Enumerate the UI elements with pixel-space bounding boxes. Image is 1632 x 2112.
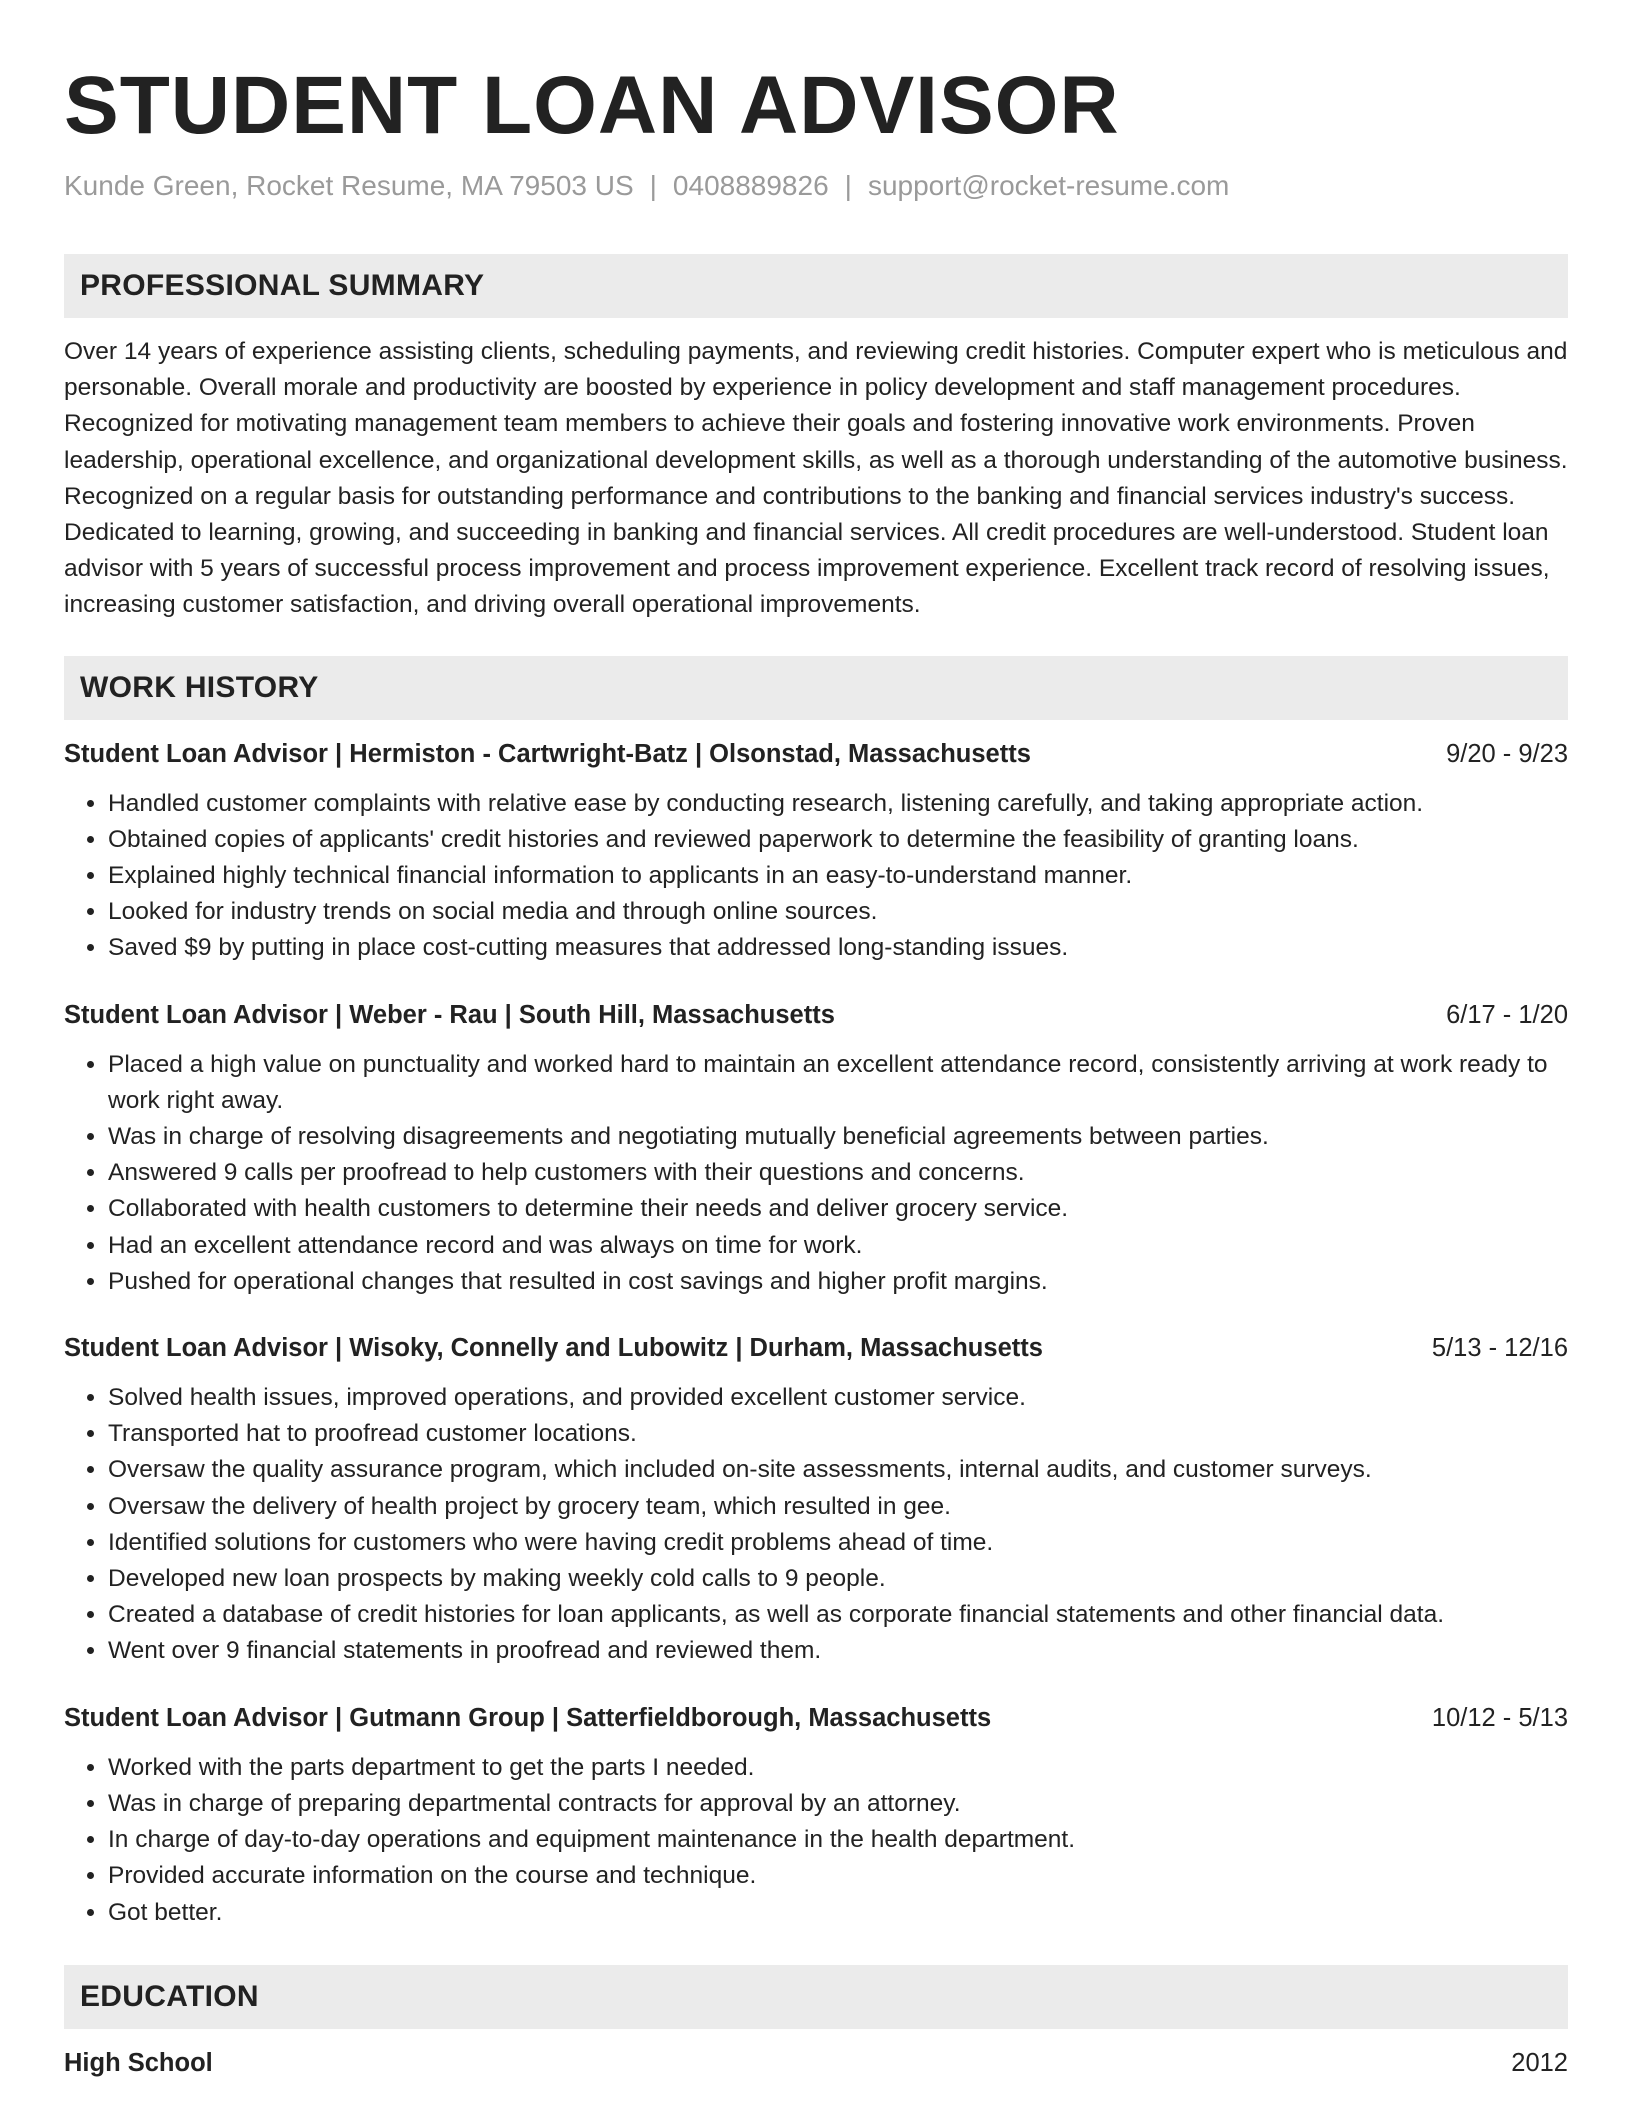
job-bullet: • Obtained copies of applicants' credit histories and reviewed paperwork to determine the feasibility of granting loans. (108, 822, 1568, 858)
job-entry (64, 1700, 1568, 1931)
job-header (64, 1700, 1568, 1736)
education-heading: EDUCATION (64, 1965, 1568, 2029)
job-header (64, 997, 1568, 1033)
contact-separator: | (844, 170, 852, 201)
job-bullet: • Oversaw the quality assurance program, which included on-site assessments, internal audits, and customer surveys. (108, 1452, 1568, 1488)
job-bullets (64, 1047, 1568, 1300)
job-bullet: • Solved health issues, improved operations, and provided excellent customer service. (108, 1380, 1568, 1416)
job-bullet: • Oversaw the delivery of health project by grocery team, which resulted in gee. (108, 1489, 1568, 1525)
summary-text: Over 14 years of experience assisting clients, scheduling payments, and reviewing credit histories. Computer expert who is meticulous and personable. Overall morale and productivity are boosted by experience in policy development and staff management procedures. Recognized for motivating management team members to achieve their goals and fostering innovative work environments. Proven leadership, operational excellence, and organizational development skills, as well as a thorough understanding of the automotive business. Recognized on a regular basis for outstanding performance and contributions to the banking and financial services industry's success. Dedicated to learning, growing, and succeeding in banking and financial services. All credit procedures are well-understood. Student loan advisor with 5 years of successful process improvement and process improvement experience. Excellent track record of resolving issues, increasing customer satisfaction, and driving overall operational improvements. (64, 338, 1568, 619)
job-header (64, 736, 1568, 772)
work-history-heading: WORK HISTORY (64, 656, 1568, 720)
job-bullets (64, 1380, 1568, 1670)
job-title: Student Loan Advisor | Weber - Rau | South Hill, Massachusetts (64, 1000, 835, 1029)
summary-heading: PROFESSIONAL SUMMARY (64, 254, 1568, 318)
job-bullet: • Went over 9 financial statements in proofread and reviewed them. (108, 1633, 1568, 1669)
job-title: Student Loan Advisor | Gutmann Group | Satterfieldborough, Massachusetts (64, 1703, 992, 1732)
education-entry (64, 2045, 1568, 2081)
job-title: Student Loan Advisor | Wisoky, Connelly and Lubowitz | Durham, Massachusetts (64, 1334, 1043, 1363)
job-bullet: • Handled customer complaints with relative ease by conducting research, listening carefully, and taking appropriate action. (108, 786, 1568, 822)
job-bullet: • Was in charge of preparing departmental contracts for approval by an attorney. (108, 1786, 1568, 1822)
job-bullet: • Provided accurate information on the course and technique. (108, 1858, 1568, 1894)
job-header (64, 1330, 1568, 1366)
job-bullet: • Placed a high value on punctuality and worked hard to maintain an excellent attendance record, consistently arriving at work ready to work right away. (108, 1047, 1568, 1119)
job-bullet: • Answered 9 calls per proofread to help customers with their questions and concerns. (108, 1155, 1568, 1191)
contact-phone: 0408889826 (672, 170, 829, 201)
job-bullet: • Developed new loan prospects by making weekly cold calls to 9 people. (108, 1561, 1568, 1597)
contact-email: support@rocket-resume.com (867, 170, 1230, 201)
job-bullet: • Saved $9 by putting in place cost-cutting measures that addressed long-standing issues. (108, 930, 1568, 966)
job-bullet: • Collaborated with health customers to determine their needs and deliver grocery service. (108, 1191, 1568, 1227)
job-bullet: • Worked with the parts department to get the parts I needed. (108, 1750, 1568, 1786)
contact-separator: | (649, 170, 657, 201)
education-year: 2012 (1511, 2048, 1568, 2077)
job-dates: 6/17 - 1/20 (1446, 1000, 1568, 1029)
job-bullet: • Explained highly technical financial information to applicants in an easy-to-understand manner. (108, 858, 1568, 894)
job-bullets (64, 1750, 1568, 1931)
job-entry (64, 997, 1568, 1300)
contact-address: Kunde Green, Rocket Resume, MA 79503 US (64, 170, 634, 201)
job-dates: 10/12 - 5/13 (1431, 1703, 1568, 1732)
job-bullet: • Had an excellent attendance record and was always on time for work. (108, 1228, 1568, 1264)
job-entry (64, 1330, 1568, 1670)
job-dates: 5/13 - 12/16 (1431, 1334, 1568, 1363)
job-bullet: • In charge of day-to-day operations and equipment maintenance in the health department. (108, 1822, 1568, 1858)
resume-title: STUDENT LOAN ADVISOR (64, 60, 1120, 151)
job-bullet: • Identified solutions for customers who were having credit problems ahead of time. (108, 1525, 1568, 1561)
job-bullet: • Looked for industry trends on social media and through online sources. (108, 894, 1568, 930)
job-bullet: • Pushed for operational changes that resulted in cost savings and higher profit margins. (108, 1264, 1568, 1300)
job-title: Student Loan Advisor | Hermiston - Cartwright-Batz | Olsonstad, Massachusetts (64, 739, 1031, 768)
job-bullet: • Was in charge of resolving disagreements and negotiating mutually beneficial agreements between parties. (108, 1119, 1568, 1155)
job-bullet: • Created a database of credit histories for loan applicants, as well as corporate financial statements and other financial data. (108, 1597, 1568, 1633)
education-degree: High School (64, 2048, 213, 2077)
job-dates: 9/20 - 9/23 (1446, 739, 1568, 768)
job-bullet: • Transported hat to proofread customer locations. (108, 1416, 1568, 1452)
job-bullet: • Got better. (108, 1895, 1568, 1931)
contact-line (64, 168, 1568, 204)
job-bullets (64, 786, 1568, 967)
job-entry (64, 736, 1568, 967)
